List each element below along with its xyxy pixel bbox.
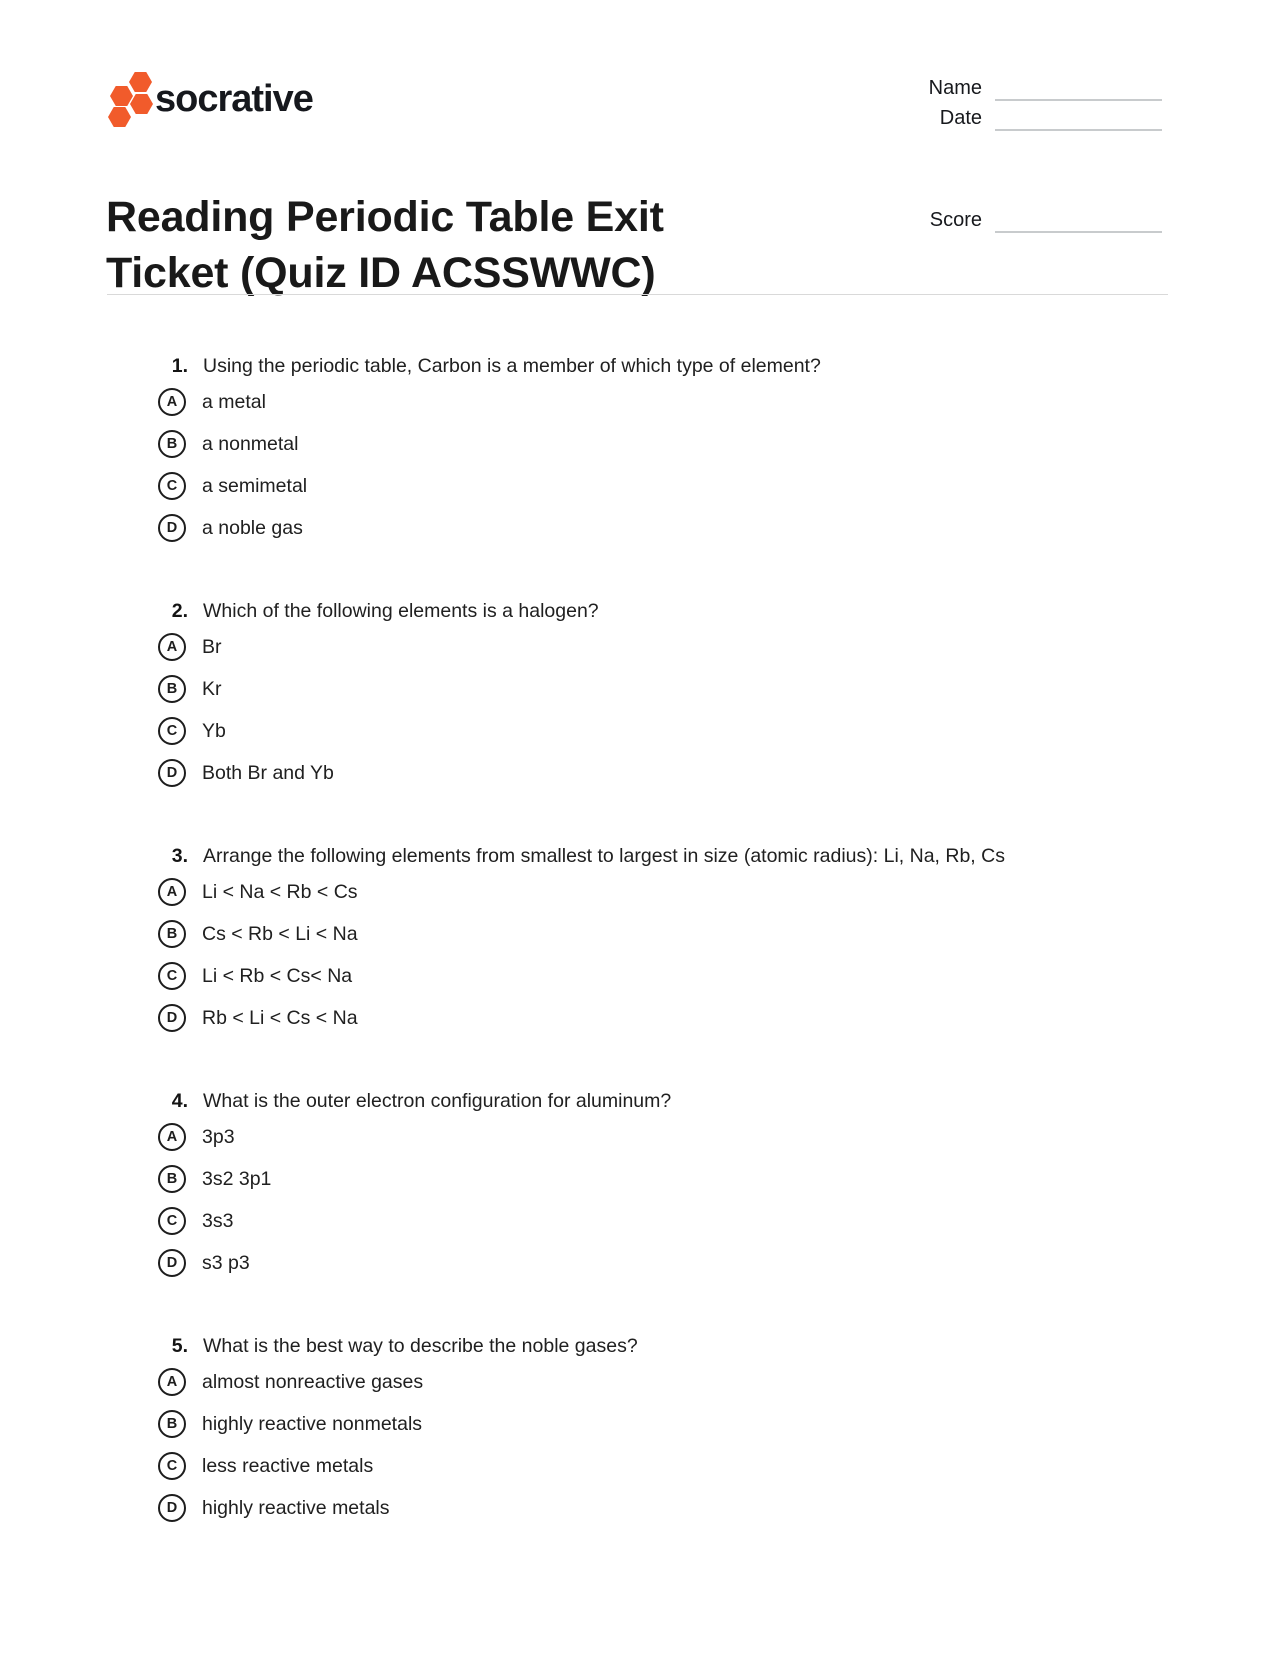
answer-bubble-b[interactable]: B [158, 1165, 186, 1193]
question-1-head [0, 353, 1275, 379]
question-text: What is the best way to describe the noble gases? [203, 1335, 638, 1357]
question-4-option-b [158, 1164, 1275, 1194]
answer-text: a noble gas [202, 517, 303, 539]
answer-bubble-c[interactable]: C [158, 962, 186, 990]
question-3-option-a [158, 877, 1275, 907]
question-3-option-d [158, 1003, 1275, 1033]
question-text: Arrange the following elements from smallest to largest in size (atomic radius): Li, Na, Rb, Cs [203, 845, 1005, 867]
question-list [0, 353, 1275, 1578]
answer-bubble-c[interactable]: C [158, 717, 186, 745]
answer-bubble-b[interactable]: B [158, 920, 186, 948]
question-5 [0, 1333, 1275, 1523]
logo-hexagon-icon [129, 72, 152, 92]
logo-hexagon-icon [130, 94, 153, 114]
answer-bubble-b[interactable]: B [158, 1410, 186, 1438]
answer-text: highly reactive metals [202, 1497, 390, 1519]
quiz-title: Reading Periodic Table Exit Ticket (Quiz ID ACSSWWC) [106, 192, 664, 297]
question-1-option-a [158, 387, 1275, 417]
socrative-logo [107, 70, 367, 132]
question-2-head [0, 598, 1275, 624]
answer-text: Cs < Rb < Li < Na [202, 923, 358, 945]
answer-bubble-a[interactable]: A [158, 878, 186, 906]
logo-wordmark: socrative [155, 78, 313, 120]
question-4 [0, 1088, 1275, 1278]
question-4-option-a [158, 1122, 1275, 1152]
answer-bubble-d[interactable]: D [158, 1004, 186, 1032]
question-2-option-c [158, 716, 1275, 746]
question-1 [0, 353, 1275, 543]
answer-text: 3s3 [202, 1210, 234, 1232]
answer-text: s3 p3 [202, 1252, 250, 1274]
date-label: Date [939, 107, 982, 129]
question-2-option-b [158, 674, 1275, 704]
question-5-option-a [158, 1367, 1275, 1397]
question-2 [0, 598, 1275, 788]
question-3-option-b [158, 919, 1275, 949]
answer-bubble-c[interactable]: C [158, 1207, 186, 1235]
answer-bubble-a[interactable]: A [158, 1123, 186, 1151]
answer-text: Both Br and Yb [202, 762, 334, 784]
question-text: Using the periodic table, Carbon is a member of which type of element? [203, 355, 821, 377]
question-3 [0, 843, 1275, 1033]
logo-hexagon-icon [110, 86, 133, 106]
answer-text: almost nonreactive gases [202, 1371, 424, 1393]
question-4-option-c [158, 1206, 1275, 1236]
question-1-option-c [158, 471, 1275, 501]
question-number: 5. [171, 1335, 188, 1357]
question-5-option-c [158, 1451, 1275, 1481]
answer-text: Li < Na < Rb < Cs [202, 881, 358, 903]
answer-text: less reactive metals [202, 1455, 374, 1477]
answer-text: Li < Rb < Cs< Na [202, 965, 353, 987]
answer-bubble-d[interactable]: D [158, 759, 186, 787]
answer-bubble-d[interactable]: D [158, 514, 186, 542]
answer-text: Yb [202, 720, 226, 742]
question-5-head [0, 1333, 1275, 1359]
question-2-option-d [158, 758, 1275, 788]
answer-text: a nonmetal [202, 433, 299, 455]
question-number: 2. [171, 600, 188, 622]
question-3-head [0, 843, 1275, 869]
header-divider [107, 294, 1168, 295]
answer-bubble-c[interactable]: C [158, 1452, 186, 1480]
score-blank-line[interactable] [995, 231, 1162, 233]
question-5-option-b [158, 1409, 1275, 1439]
question-number: 1. [171, 355, 188, 377]
answer-bubble-b[interactable]: B [158, 430, 186, 458]
question-number: 4. [171, 1090, 188, 1112]
date-blank-line[interactable] [995, 129, 1162, 131]
answer-bubble-d[interactable]: D [158, 1494, 186, 1522]
question-number: 3. [171, 845, 188, 867]
answer-bubble-a[interactable]: A [158, 1368, 186, 1396]
answer-text: 3s2 3p1 [202, 1168, 272, 1190]
score-label: Score [929, 209, 982, 231]
question-1-option-d [158, 513, 1275, 543]
answer-bubble-d[interactable]: D [158, 1249, 186, 1277]
question-text: What is the outer electron configuration for aluminum? [203, 1090, 672, 1112]
name-label: Name [928, 77, 982, 99]
answer-text: a metal [202, 391, 266, 413]
question-text: Which of the following elements is a halogen? [203, 600, 599, 622]
answer-text: Kr [202, 678, 222, 700]
question-2-option-a [158, 632, 1275, 662]
question-4-head [0, 1088, 1275, 1114]
answer-bubble-c[interactable]: C [158, 472, 186, 500]
logo-hexagon-icon [108, 107, 131, 127]
answer-text: Br [202, 636, 222, 658]
answer-text: 3p3 [202, 1126, 235, 1148]
question-4-option-d [158, 1248, 1275, 1278]
name-blank-line[interactable] [995, 99, 1162, 101]
question-5-option-d [158, 1493, 1275, 1523]
question-3-option-c [158, 961, 1275, 991]
answer-bubble-a[interactable]: A [158, 388, 186, 416]
answer-text: a semimetal [202, 475, 308, 497]
answer-bubble-b[interactable]: B [158, 675, 186, 703]
answer-bubble-a[interactable]: A [158, 633, 186, 661]
answer-text: highly reactive nonmetals [202, 1413, 423, 1435]
question-1-option-b [158, 429, 1275, 459]
answer-text: Rb < Li < Cs < Na [202, 1007, 358, 1029]
